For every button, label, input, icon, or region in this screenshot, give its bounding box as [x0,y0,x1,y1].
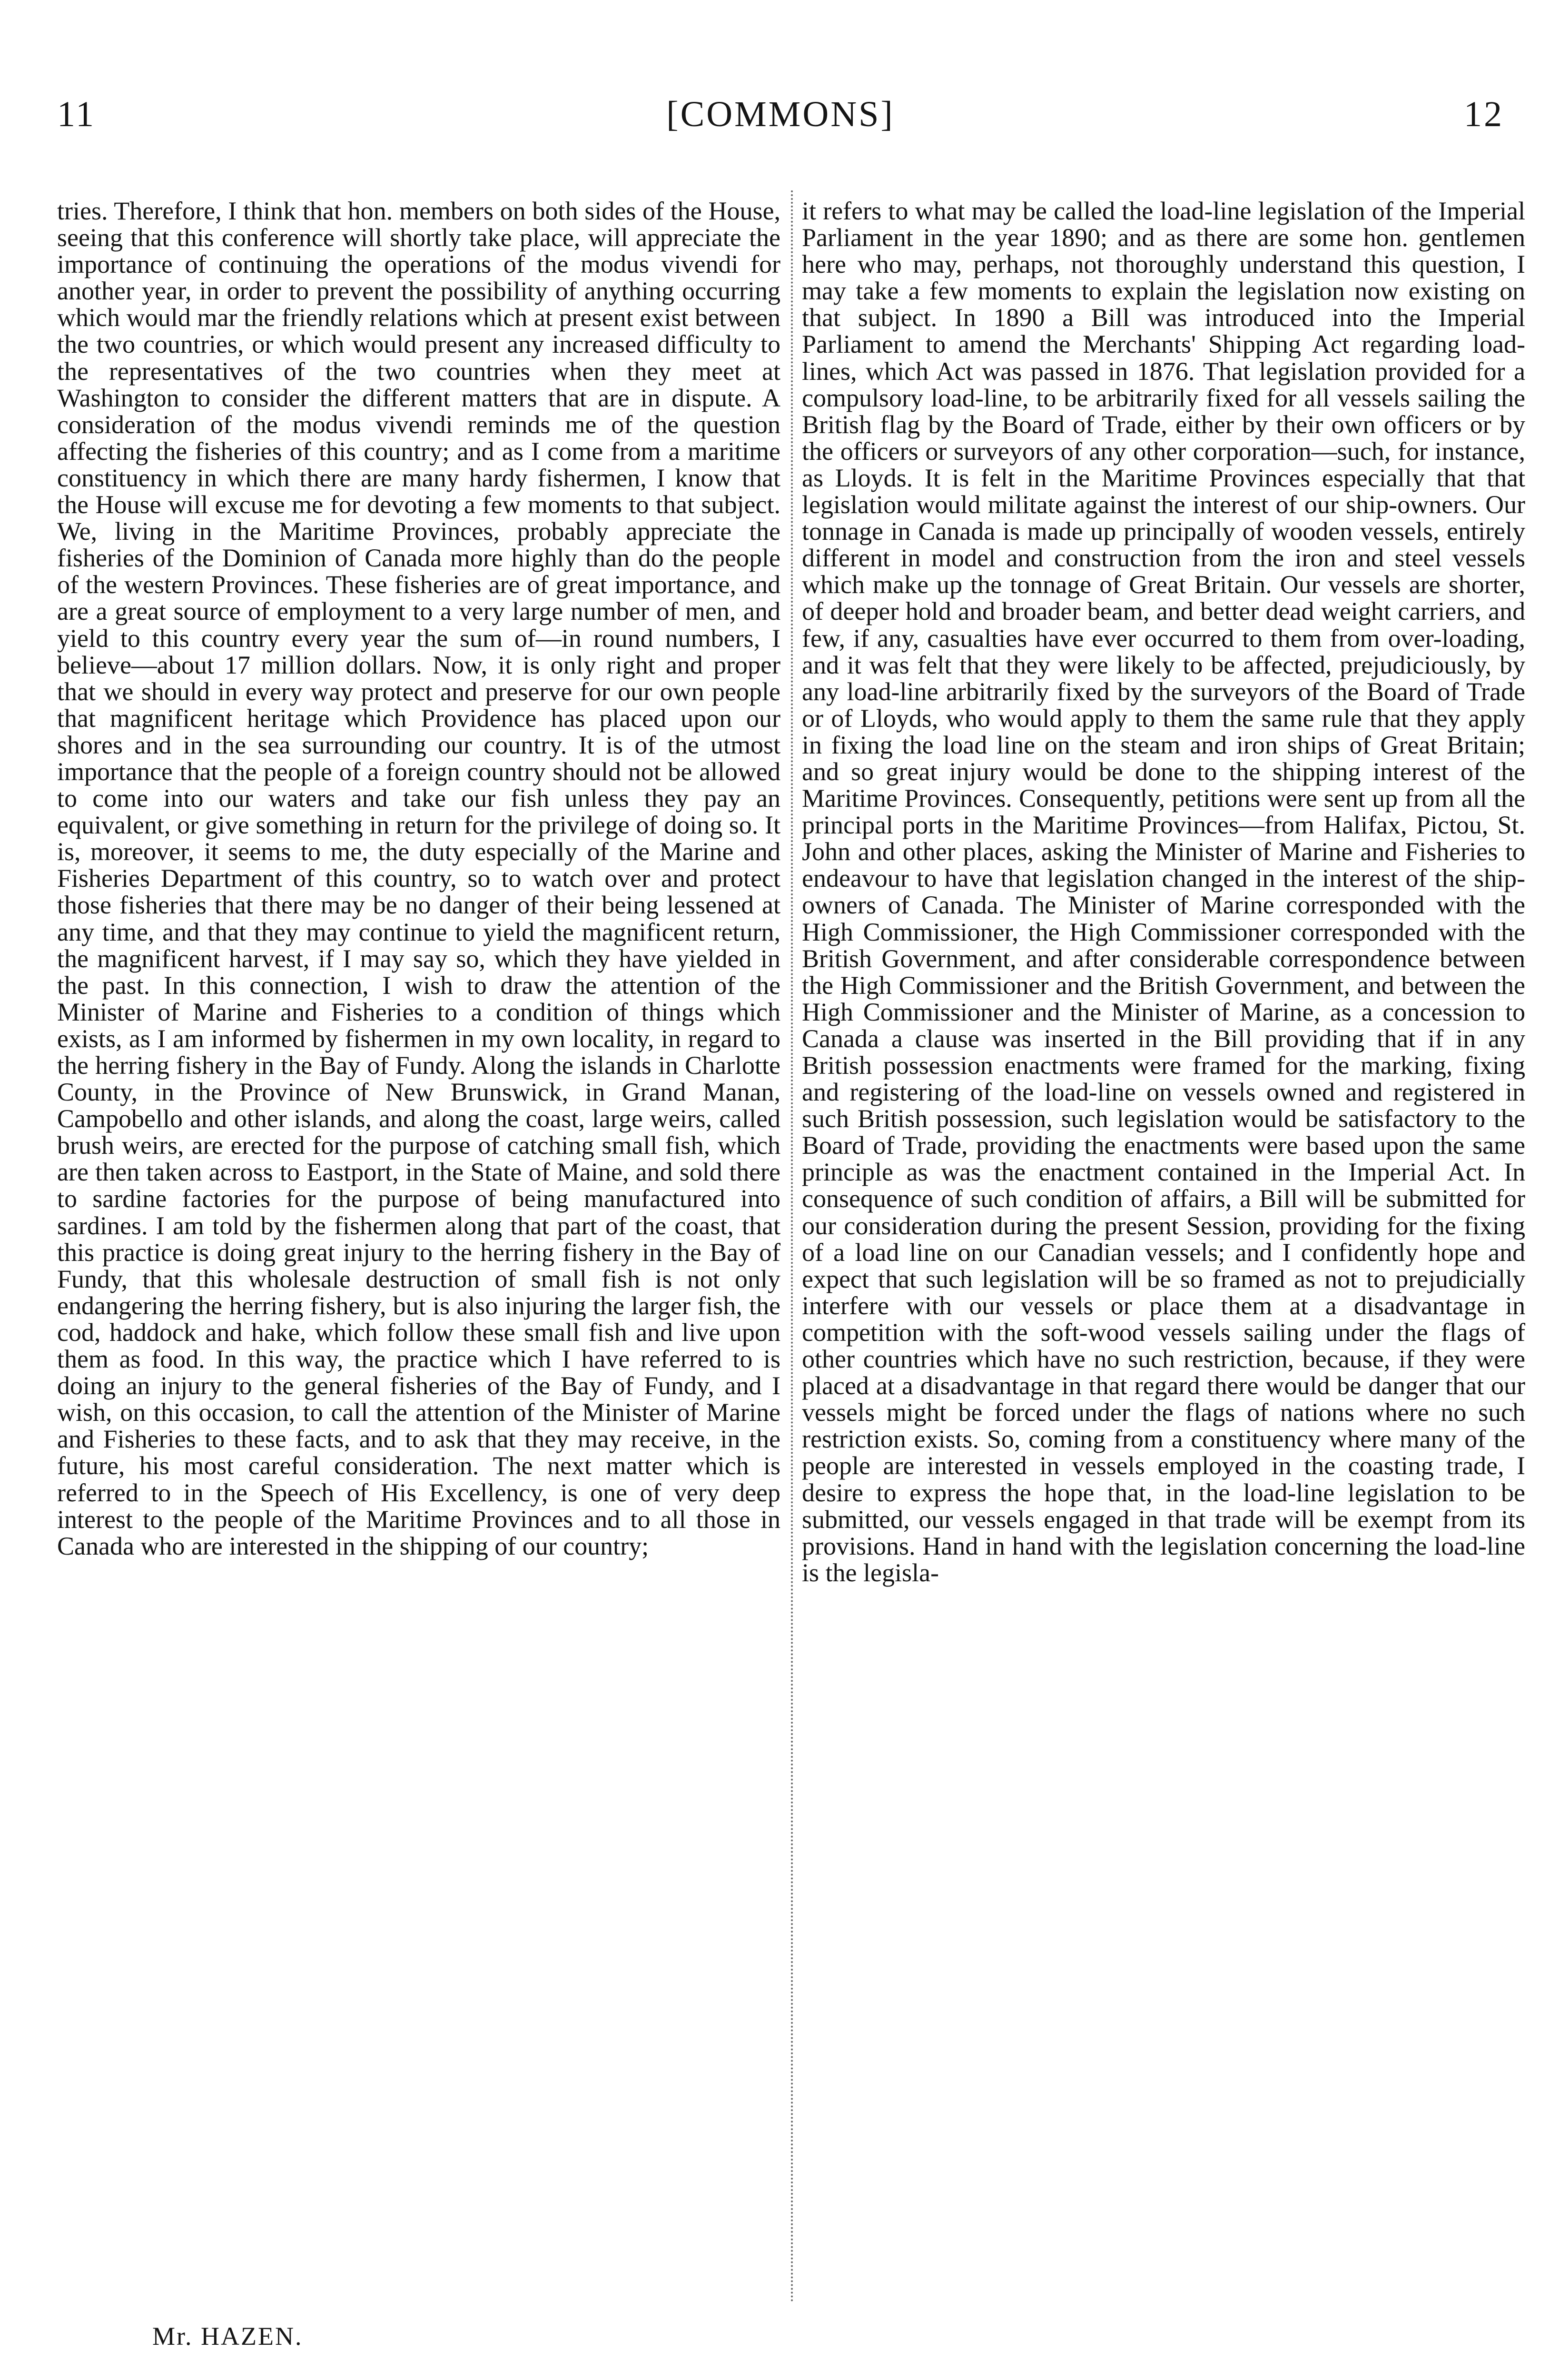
column-divider [791,190,793,2304]
left-column-text: tries. Therefore, I think that hon. members on both sides of the House, seeing that this conference will shortly take place, will appreciate the importance of continuing the operations of the modus vivendi for another year, in order to prevent the possibility of anything occurring which would mar the friendly relations which at present exist between the two countries, or which would present any increased difficulty to the representatives of the two countries when they meet at Washington to consider the different matters that are in dispute. A consideration of the modus vivendi reminds me of the question affecting the fisheries of this country; and as I come from a maritime constituency in which there are many hardy fishermen, I know that the House will excuse me for devoting a few moments to that subject. We, living in the Maritime Provinces, probably appreciate the fisheries of the Dominion of Canada more highly than do the people of the western Provinces. These fisheries are of great importance, and are a great source of employment to a very large number of men, and yield to this country every year the sum of—in round numbers, I believe—about 17 million dollars. Now, it is only right and proper that we should in every way protect and preserve for our own people that magnificent heritage which Providence has placed upon our shores and in the sea surrounding our country. It is of the utmost importance that the people of a foreign country should not be allowed to come into our waters and take our fish unless they pay an equivalent, or give something in return for the privilege of doing so. It is, moreover, it seems to me, the duty especially of the Marine and Fisheries Department of this country, so to watch over and protect those fisheries that there may be no danger of their being lessened at any time, and that they may continue to yield the magnificent return, the magnificent harvest, if I may say so, which they have yielded in the past. In this connection, I wish to draw the attention of the Minister of Marine and Fisheries to a condition of things which exists, as I am informed by fishermen in my own locality, in regard to the herring fishery in the Bay of Fundy. Along the islands in Charlotte County, in the Province of New Brunswick, in Grand Manan, Campobello and other islands, and along the coast, large weirs, called brush weirs, are erected for the purpose of catching small fish, which are then taken across to Eastport, in the State of Maine, and sold there to sardine factories for the purpose of being manufactured into sardines. I am told by the fishermen along that part of the coast, that this practice is doing great injury to the herring fishery in the Bay of Fundy, that this wholesale destruction of small fish is not only endangering the herring fishery, but is also injuring the larger fish, the cod, haddock and hake, which follow these small fish and live upon them as food. In this way, the practice which I have referred to is doing an injury to the general fisheries of the Bay of Fundy, and I wish, on this occasion, to call the attention of the Minister of Marine and Fisheries to these facts, and to ask that they may receive, in the future, his most careful consideration. The next matter which is referred to in the Speech of His Excellency, is one of very deep interest to the people of the Maritime Provinces and to all those in Canada who are interested in the shipping of our country; [57,197,780,1560]
right-column-text: it refers to what may be called the load-line legislation of the Imperial Parliament in the year 1890; and as there are some hon. gentlemen here who may, perhaps, not thoroughly understand this question, I may take a few moments to explain the legislation now existing on that subject. In 1890 a Bill was introduced into the Imperial Parliament to amend the Merchants' Shipping Act regarding load-lines, which Act was passed in 1876. That legislation provided for a compulsory load-line, to be arbitrarily fixed for all vessels sailing the British flag by the Board of Trade, either by their own officers or by the officers or surveyors of any other corporation—such, for instance, as Lloyds. It is felt in the Maritime Provinces especially that that legislation would militate against the interest of our ship-owners. Our tonnage in Canada is made up principally of wooden vessels, entirely different in model and construction from the iron and steel vessels which make up the tonnage of Great Britain. Our vessels are shorter, of deeper hold and broader beam, and better dead weight carriers, and few, if any, casualties have ever occurred to them from over-loading, and it was felt that they were likely to be affected, prejudiciously, by any load-line arbitrarily fixed by the surveyors of the Board of Trade or of Lloyds, who would apply to them the same rule that they apply in fixing the load line on the steam and iron ships of Great Britain; and so great injury would be done to the shipping interest of the Maritime Provinces. Consequently, petitions were sent up from all the principal ports in the Maritime Provinces—from Halifax, Pictou, St. John and other places, asking the Minister of Marine and Fisheries to endeavour to have that legislation changed in the interest of the ship-owners of Canada. The Minister of Marine corresponded with the High Commissioner, the High Commissioner corresponded with the British Government, and after considerable correspondence between the High Commissioner and the British Government, and between the High Commissioner and the Minister of Marine, as a concession to Canada a clause was inserted in the Bill providing that if in any British possession enactments were framed for the marking, fixing and registering of the load-line on vessels owned and registered in such British possession, such legislation would be satisfactory to the Board of Trade, providing the enactments were based upon the same principle as was the enactment contained in the Imperial Act. In consequence of such condition of affairs, a Bill will be submitted for our consideration during the present Session, providing for the fixing of a load line on our Canadian vessels; and I confidently hope and expect that such legislation will be so framed as not to prejudicially interfere with our vessels or place them at a disadvantage in competition with the soft-wood vessels sailing under the flags of other countries which have no such restriction, because, if they were placed at a disadvantage in that regard there would be danger that our vessels might be forced under the flags of nations where no such restriction exists. So, coming from a constituency where many of the people are interested in vessels employed in the coasting trade, I desire to express the hope that, in the load-line legislation to be submitted, our vessels engaged in that trade will be exempt from its provisions. Hand in hand with the legislation concerning the load-line is the legisla- [802,197,1525,1587]
left-column [57,198,780,1559]
page-header [57,90,1504,148]
right-column [802,198,1525,1586]
page-title: [COMMONS] [666,94,895,134]
right-page-number: 12 [1464,94,1504,134]
left-page-number: 11 [57,94,96,134]
speaker-footer: Mr. HAZEN. [152,2322,303,2350]
